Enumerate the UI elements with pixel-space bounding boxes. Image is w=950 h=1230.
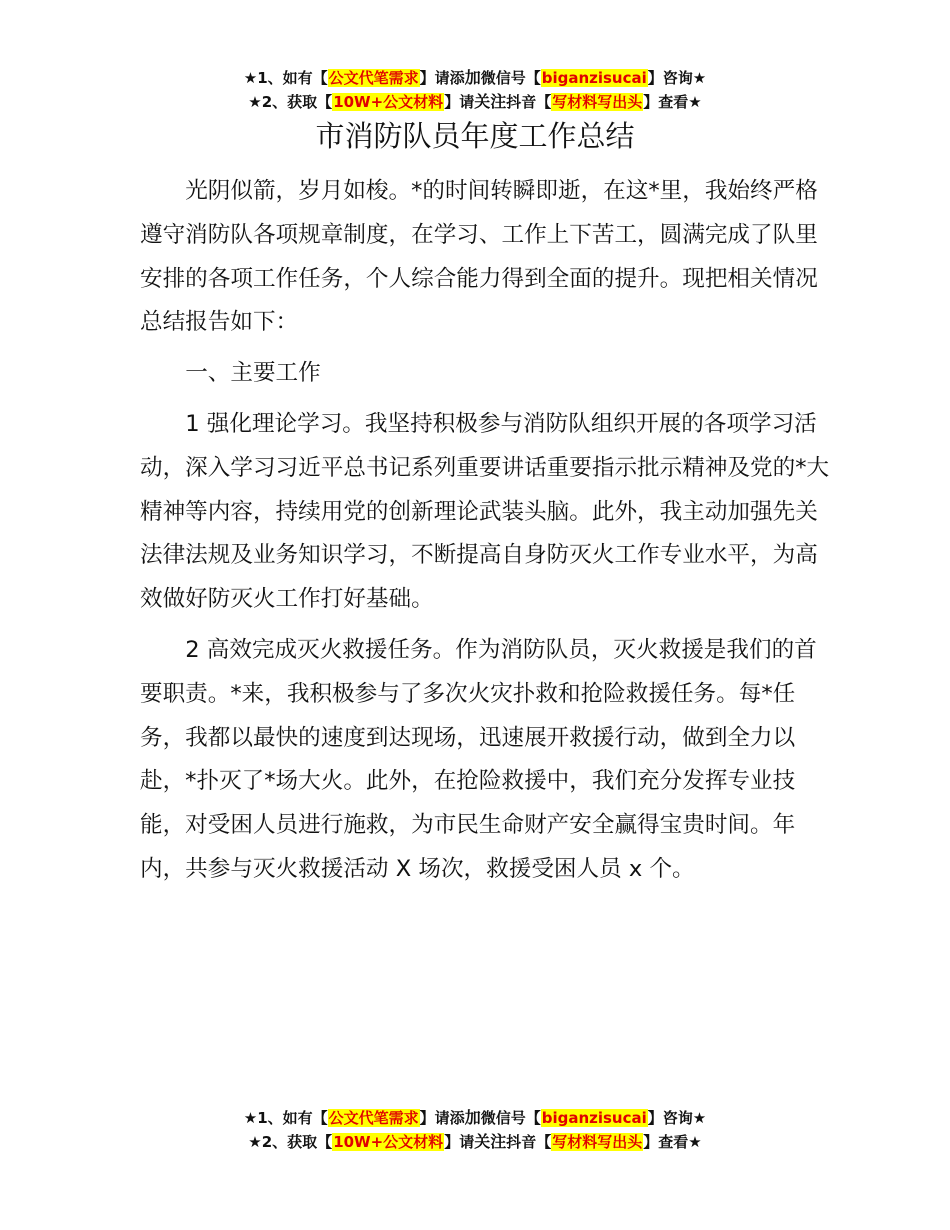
paragraph-theory-study: 1 强化理论学习。我坚持积极参与消防队组织开展的各项学习活动，深入学习习近平总书记系列重要讲话重要指示批示精神及党的*大精神等内容，持续用党的创新理论武装头脑。此外，我主动加强先关法律法规及业务知识学习，不断提高自身防灭火工作专业水平，为高效做好防灭火工作打好基础。 [140, 410, 830, 613]
section-heading: 一、主要工作 [185, 360, 321, 387]
banner-text: 】查看★ [643, 1133, 702, 1151]
banner-text: 微信号【 [480, 1109, 541, 1127]
banner-text: 加 [464, 1108, 481, 1127]
banner-highlight: 写材料写出头 [552, 93, 643, 111]
banner-text: ★2、获取【 [248, 93, 333, 111]
banner-text: 微信号【 [480, 69, 541, 87]
paragraph-rescue-tasks: 2 高效完成灭火救援任务。作为消防队员，灭火救援是我们的首要职责。*来，我积极参与了多次火灾扑救和抢险救援任务。每*任务，我都以最快的速度到达现场，迅速展开救援行动，做到全力以赴，*扑灭了*场大火。此外，在抢险救援中，我们充分发挥专业技能，对受困人员进行施救，为市民生命财产安全赢得宝贵时间。年内，共参与灭火救援活动 X 场次，救援受困人员 x 个。 [140, 636, 817, 882]
banner-line-2 [0, 1130, 950, 1154]
footer-banner [0, 1106, 950, 1154]
page-title: 市消防队员年度工作总结 [315, 119, 635, 153]
banner-text: 抖音【 [506, 93, 552, 111]
banner-text: ★1、如有【 [243, 1109, 328, 1127]
banner-line-1 [0, 66, 950, 90]
banner-text: 】咨询★ [647, 1109, 707, 1127]
banner-line-1 [0, 1106, 950, 1130]
document-body [140, 170, 830, 899]
header-banner [0, 66, 950, 114]
banner-highlight: biganzisucai [541, 69, 647, 87]
banner-highlight: 10W+公文材料 [333, 93, 444, 111]
banner-text: 加 [464, 68, 481, 87]
banner-text: 关注 [474, 1132, 507, 1151]
banner-text: 】请添 [419, 1109, 465, 1127]
banner-text: 】请 [444, 93, 475, 111]
banner-text: 关注 [474, 92, 507, 111]
banner-line-2 [0, 90, 950, 114]
banner-text: 】咨询★ [647, 69, 707, 87]
banner-highlight: 写材料写出头 [552, 1133, 643, 1151]
banner-text: 】查看★ [643, 93, 702, 111]
paragraph-intro: 光阴似箭，岁月如梭。*的时间转瞬即逝，在这*里，我始终严格遵守消防队各项规章制度，在学习、工作上下苦工，圆满完成了队里安排的各项工作任务，个人综合能力得到全面的提升。现把相关情况总结报告如下： [140, 178, 818, 336]
banner-highlight: 10W+公文材料 [333, 1133, 444, 1151]
banner-highlight: 公文代笔需求 [328, 69, 419, 87]
banner-highlight: biganzisucai [541, 1109, 647, 1127]
banner-text: ★2、获取【 [248, 1133, 333, 1151]
banner-text: 】请 [444, 1133, 475, 1151]
banner-text: ★1、如有【 [243, 69, 328, 87]
banner-text: 】请添 [419, 69, 465, 87]
banner-text: 抖音【 [506, 1133, 552, 1151]
banner-highlight: 公文代笔需求 [328, 1109, 419, 1127]
